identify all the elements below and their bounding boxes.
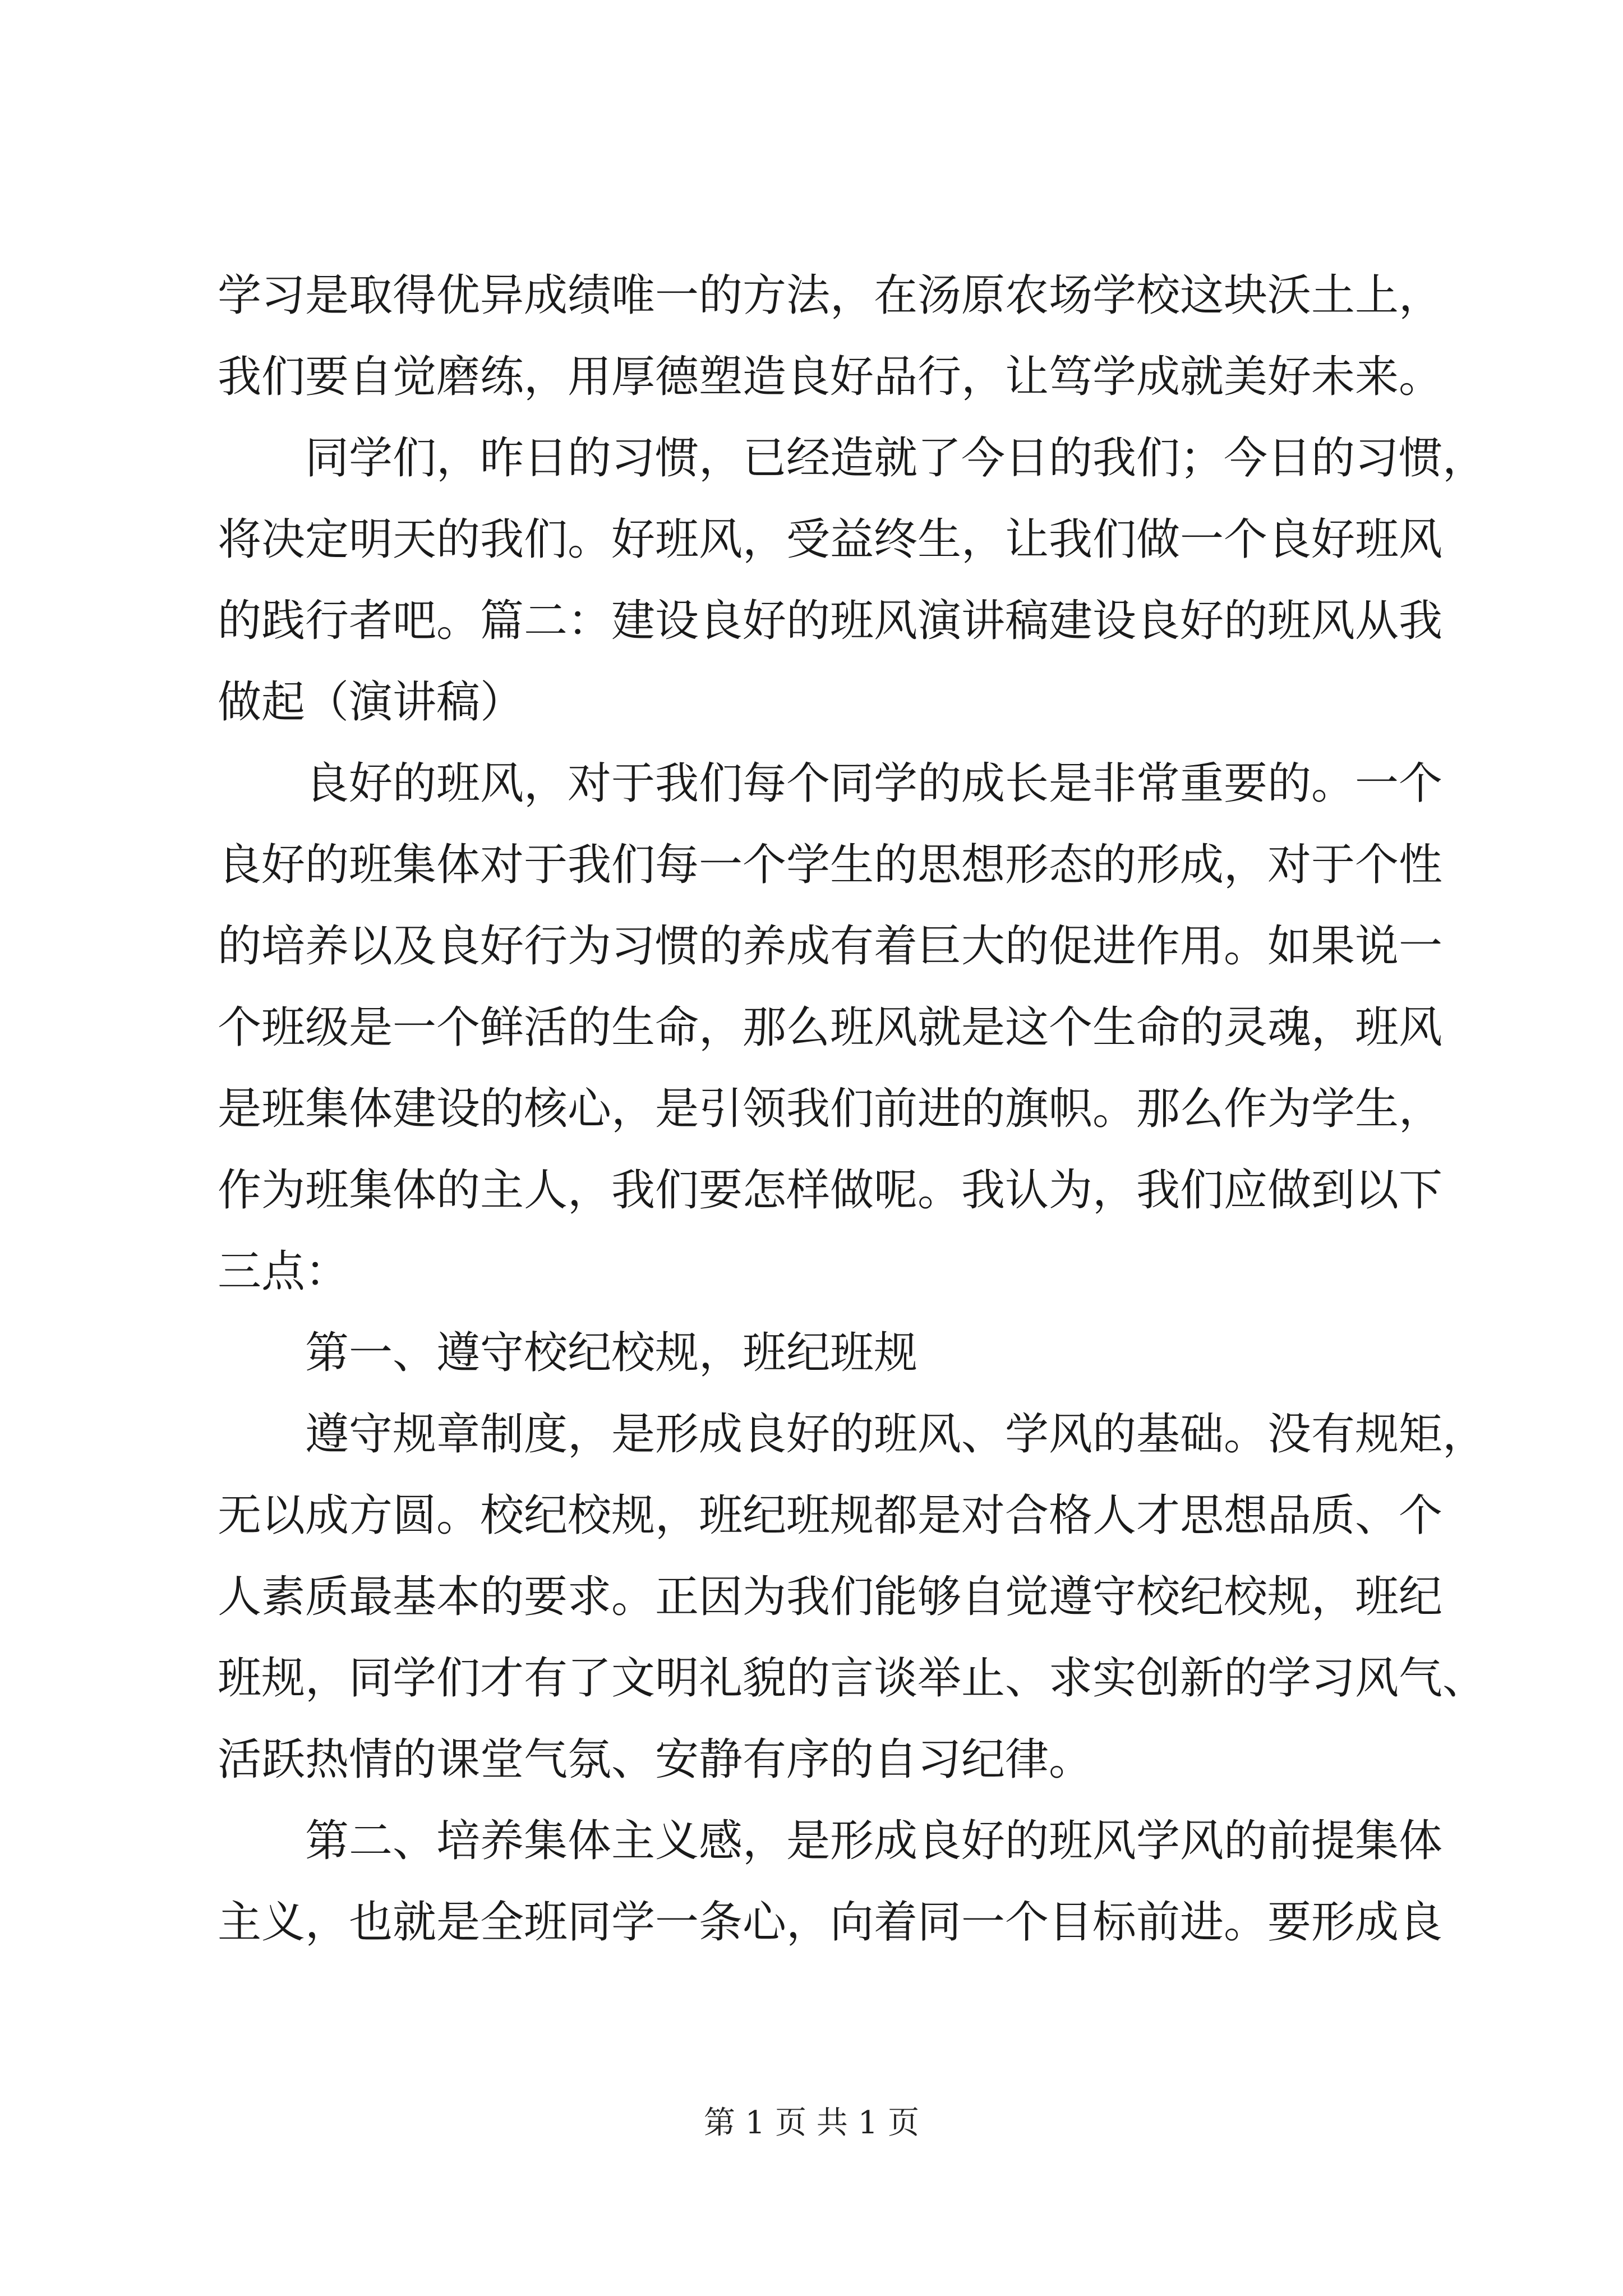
text-line: 良好的班集体对于我们每一个学生的思想形态的形成，对于个性 <box>218 840 1443 890</box>
text-line: 是班集体建设的核心，是引领我们前进的旗帜。那么作为学生， <box>218 1084 1443 1134</box>
text-line: 我们要自觉磨练，用厚德塑造良好品行，让笃学成就美好未来。 <box>218 352 1443 402</box>
text-line: 将决定明天的我们。好班风，受益终生，让我们做一个良好班风 <box>218 514 1443 565</box>
text-line: 班规，同学们才有了文明礼貌的言谈举止、求实创新的学习风气、 <box>218 1653 1487 1704</box>
text-line: 学习是取得优异成绩唯一的方法，在汤原农场学校这块沃土上， <box>218 270 1443 321</box>
paragraph-first-line: 良好的班风，对于我们每个同学的成长是非常重要的。一个 <box>305 758 1443 809</box>
paragraph-first-line: 第二、培养集体主义感，是形成良好的班风学风的前提集体 <box>305 1816 1443 1866</box>
text-line: 无以成方圆。校纪校规，班纪班规都是对合格人才思想品质、个 <box>218 1490 1443 1541</box>
text-line: 活跃热情的课堂气氛、安静有序的自习纪律。 <box>218 1734 1093 1785</box>
document-body <box>218 255 1487 1963</box>
text-line: 做起（演讲稿） <box>218 677 524 728</box>
text-line: 个班级是一个鲜活的生命，那么班风就是这个生命的灵魂，班风 <box>218 1002 1443 1053</box>
text-line: 人素质最基本的要求。正因为我们能够自觉遵守校纪校规，班纪 <box>218 1572 1443 1622</box>
text-line: 的培养以及良好行为习惯的养成有着巨大的促进作用。如果说一 <box>218 921 1443 972</box>
text-line: 三点： <box>218 1246 349 1297</box>
text-line: 主义，也就是全班同学一条心，向着同一个目标前进。要形成良 <box>218 1897 1443 1948</box>
page-number-footer: 第 1 页 共 1 页 <box>703 2105 920 2141</box>
text-line: 的践行者吧。篇二：建设良好的班风演讲稿建设良好的班风从我 <box>218 596 1443 646</box>
text-line: 作为班集体的主人，我们要怎样做呢。我认为，我们应做到以下 <box>218 1165 1443 1216</box>
section-heading: 第一、遵守校纪校规，班纪班规 <box>305 1328 918 1378</box>
paragraph-first-line: 遵守规章制度，是形成良好的班风、学风的基础。没有规矩， <box>305 1409 1487 1460</box>
paragraph-first-line: 同学们，昨日的习惯，已经造就了今日的我们；今日的习惯， <box>305 433 1487 484</box>
